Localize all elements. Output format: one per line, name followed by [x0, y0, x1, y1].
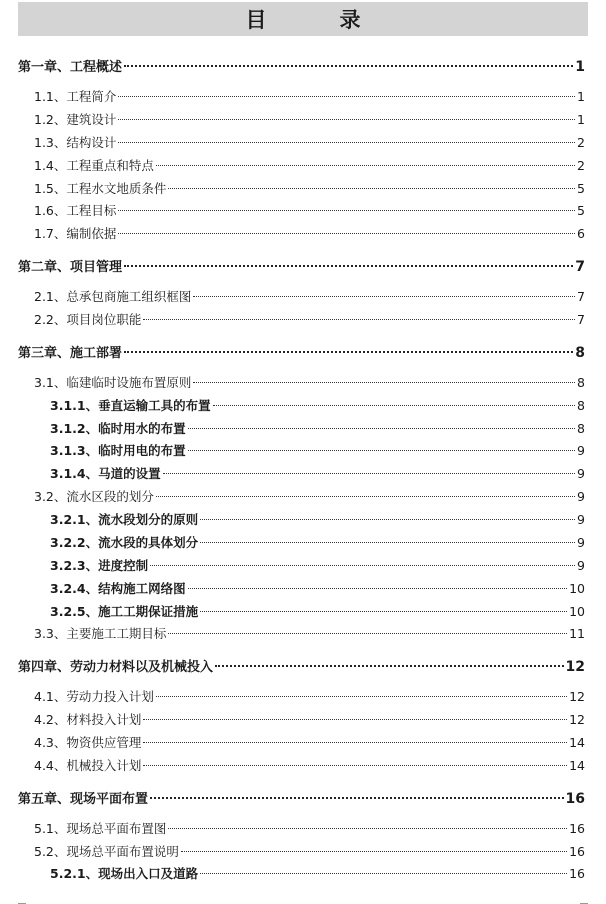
- toc-entry-text: 3.1.4、马道的设置: [50, 466, 161, 481]
- dot-leader: [143, 719, 567, 720]
- toc-entry-text: 5.1、现场总平面布置图: [34, 821, 167, 836]
- toc-entry-level-2[interactable]: [34, 373, 585, 391]
- toc-entry-text: 4.4、机械投入计划: [34, 758, 142, 773]
- toc-entry-text: 1.2、建筑设计: [34, 112, 117, 127]
- toc-entry-level-3[interactable]: [50, 602, 585, 620]
- toc-page-number: 11: [569, 626, 585, 641]
- dot-leader: [143, 765, 567, 766]
- toc-entry-level-3[interactable]: [50, 579, 585, 597]
- dot-leader: [188, 428, 575, 429]
- toc-title: 目 录: [18, 2, 588, 36]
- toc-entry-text: 第四章、劳动力材料以及机械投入: [18, 660, 214, 675]
- toc-page-number: 7: [575, 259, 585, 275]
- toc-entry-level-2[interactable]: [34, 201, 585, 219]
- toc-page-number: 16: [565, 791, 585, 807]
- toc-entry-text: 3.2.2、流水段的具体划分: [50, 535, 199, 550]
- dot-leader: [215, 665, 564, 667]
- toc-page-number: 2: [577, 135, 585, 150]
- toc-entry-level-1[interactable]: [18, 56, 585, 75]
- toc-entry-text: 5.2、现场总平面布置说明: [34, 844, 179, 859]
- dot-leader: [168, 633, 567, 634]
- toc-page-number: 9: [577, 443, 585, 458]
- dot-leader: [193, 382, 575, 383]
- toc-entry-level-3[interactable]: [50, 510, 585, 528]
- toc-entry-level-2[interactable]: [34, 842, 585, 860]
- toc-entry-text: 1.1、工程简介: [34, 89, 117, 104]
- toc-entry-text: 3.1.3、临时用电的布置: [50, 443, 186, 458]
- toc-page-number: 5: [577, 203, 585, 218]
- dot-leader: [188, 450, 575, 451]
- dot-leader: [168, 188, 575, 189]
- toc-entry-text: 4.3、物资供应管理: [34, 735, 142, 750]
- dot-leader: [200, 542, 575, 543]
- toc-entry-level-3[interactable]: [50, 556, 585, 574]
- toc-entry-text: 3.1、临建临时设施布置原则: [34, 375, 192, 390]
- dot-leader: [200, 519, 575, 520]
- toc-page-number: 9: [577, 535, 585, 550]
- toc-entry-level-3[interactable]: [50, 533, 585, 551]
- toc-entry-text: 第二章、项目管理: [18, 260, 123, 275]
- toc-entry-text: 4.1、劳动力投入计划: [34, 689, 154, 704]
- toc-entry-level-1[interactable]: [18, 342, 585, 361]
- toc-entry-text: 第一章、工程概述: [18, 60, 123, 75]
- dot-leader: [181, 851, 567, 852]
- toc-entry-text: 第五章、现场平面布置: [18, 792, 149, 807]
- dot-leader: [143, 742, 567, 743]
- toc-entry-text: 1.5、工程水文地质条件: [34, 181, 167, 196]
- toc-entry-level-3[interactable]: [50, 396, 585, 414]
- toc-page-number: 14: [569, 735, 585, 750]
- toc-entry-text: 3.2.3、进度控制: [50, 558, 149, 573]
- toc-page-number: 12: [569, 712, 585, 727]
- dot-leader: [143, 319, 575, 320]
- toc-entry-text: 3.3、主要施工工期目标: [34, 626, 167, 641]
- toc-page-number: 1: [577, 89, 585, 104]
- dot-leader: [200, 873, 567, 874]
- toc-entry-text: 3.1.1、垂直运输工具的布置: [50, 398, 211, 413]
- dot-leader: [193, 296, 575, 297]
- dot-leader: [163, 473, 575, 474]
- toc-page-number: 16: [569, 821, 585, 836]
- toc-page-number: 8: [577, 398, 585, 413]
- toc-page-number: 6: [577, 226, 585, 241]
- toc-entry-level-2[interactable]: [34, 733, 585, 751]
- toc-entry-level-2[interactable]: [34, 287, 585, 305]
- toc-entry-level-2[interactable]: [34, 687, 585, 705]
- toc-entry-level-2[interactable]: [34, 310, 585, 328]
- toc-page-number: 10: [569, 604, 585, 619]
- toc-entry-text: 5.2.1、现场出入口及道路: [50, 866, 199, 881]
- toc-page-number: 9: [577, 512, 585, 527]
- toc-entry-level-1[interactable]: [18, 256, 585, 275]
- dot-leader: [150, 797, 564, 799]
- toc-page-number: 10: [569, 581, 585, 596]
- toc-entry-text: 1.7、编制依据: [34, 226, 117, 241]
- toc-entry-level-3[interactable]: [50, 864, 585, 882]
- toc-page-number: 2: [577, 158, 585, 173]
- toc-entry-text: 2.2、项目岗位职能: [34, 312, 142, 327]
- dot-leader: [168, 828, 567, 829]
- dot-leader: [213, 405, 575, 406]
- toc-entry-text: 1.6、工程目标: [34, 203, 117, 218]
- toc-entry-level-2[interactable]: [34, 487, 585, 505]
- dot-leader: [118, 96, 575, 97]
- toc-entry-text: 4.2、材料投入计划: [34, 712, 142, 727]
- toc-page-number: 16: [569, 844, 585, 859]
- toc-entry-text: 3.2.5、施工工期保证措施: [50, 604, 199, 619]
- dot-leader: [118, 119, 575, 120]
- toc-entry-text: 2.1、总承包商施工组织框图: [34, 289, 192, 304]
- dot-leader: [150, 565, 575, 566]
- toc-page-number: 8: [577, 421, 585, 436]
- dot-leader: [124, 65, 573, 67]
- toc-page-number: 9: [577, 558, 585, 573]
- toc-page-number: 7: [577, 289, 585, 304]
- dot-leader: [200, 611, 567, 612]
- toc-page-number: 8: [577, 375, 585, 390]
- toc-entry-level-2[interactable]: [34, 224, 585, 242]
- toc-entry-level-2[interactable]: [34, 156, 585, 174]
- dot-leader: [188, 588, 568, 589]
- toc-entry-level-3[interactable]: [50, 419, 585, 437]
- toc-entry-level-1[interactable]: [18, 656, 585, 675]
- dot-leader: [156, 696, 567, 697]
- toc-entry-level-2[interactable]: [34, 133, 585, 151]
- toc-entry-text: 3.2、流水区段的划分: [34, 489, 154, 504]
- toc-entry-level-3[interactable]: [50, 464, 585, 482]
- toc-entry-level-2[interactable]: [34, 756, 585, 774]
- toc-page-number: 9: [577, 466, 585, 481]
- toc-page-number: 5: [577, 181, 585, 196]
- toc-entry-level-2[interactable]: [34, 624, 585, 642]
- dot-leader: [124, 351, 573, 353]
- toc-entry-text: 1.3、结构设计: [34, 135, 117, 150]
- toc-entry-level-3[interactable]: [50, 441, 585, 459]
- toc-page-number: 1: [575, 59, 585, 75]
- toc-entry-level-2[interactable]: [34, 179, 585, 197]
- toc-entry-text: 1.4、工程重点和特点: [34, 158, 154, 173]
- toc-entry-text: 3.2.4、结构施工网络图: [50, 581, 186, 596]
- dot-leader: [156, 165, 575, 166]
- toc-page-number: 16: [569, 866, 585, 881]
- toc-page-number: 12: [569, 689, 585, 704]
- dot-leader: [118, 142, 575, 143]
- toc-page-number: 8: [575, 345, 585, 361]
- toc-entry-text: 3.1.2、临时用水的布置: [50, 421, 186, 436]
- dot-leader: [124, 265, 573, 267]
- toc-page-number: 1: [577, 112, 585, 127]
- toc-page-number: 12: [565, 659, 585, 675]
- toc-entry-text: 3.2.1、流水段划分的原则: [50, 512, 199, 527]
- toc-page-number: 9: [577, 489, 585, 504]
- dot-leader: [118, 233, 575, 234]
- dot-leader: [156, 496, 575, 497]
- toc-page-number: 14: [569, 758, 585, 773]
- dot-leader: [118, 210, 575, 211]
- toc-entry-text: 第三章、施工部署: [18, 346, 123, 361]
- toc-entry-level-2[interactable]: [34, 110, 585, 128]
- toc-entry-level-2[interactable]: [34, 87, 585, 105]
- toc-entry-level-2[interactable]: [34, 710, 585, 728]
- toc-entry-level-2[interactable]: [34, 819, 585, 837]
- toc-entry-level-1[interactable]: [18, 788, 585, 807]
- toc-page-number: 7: [577, 312, 585, 327]
